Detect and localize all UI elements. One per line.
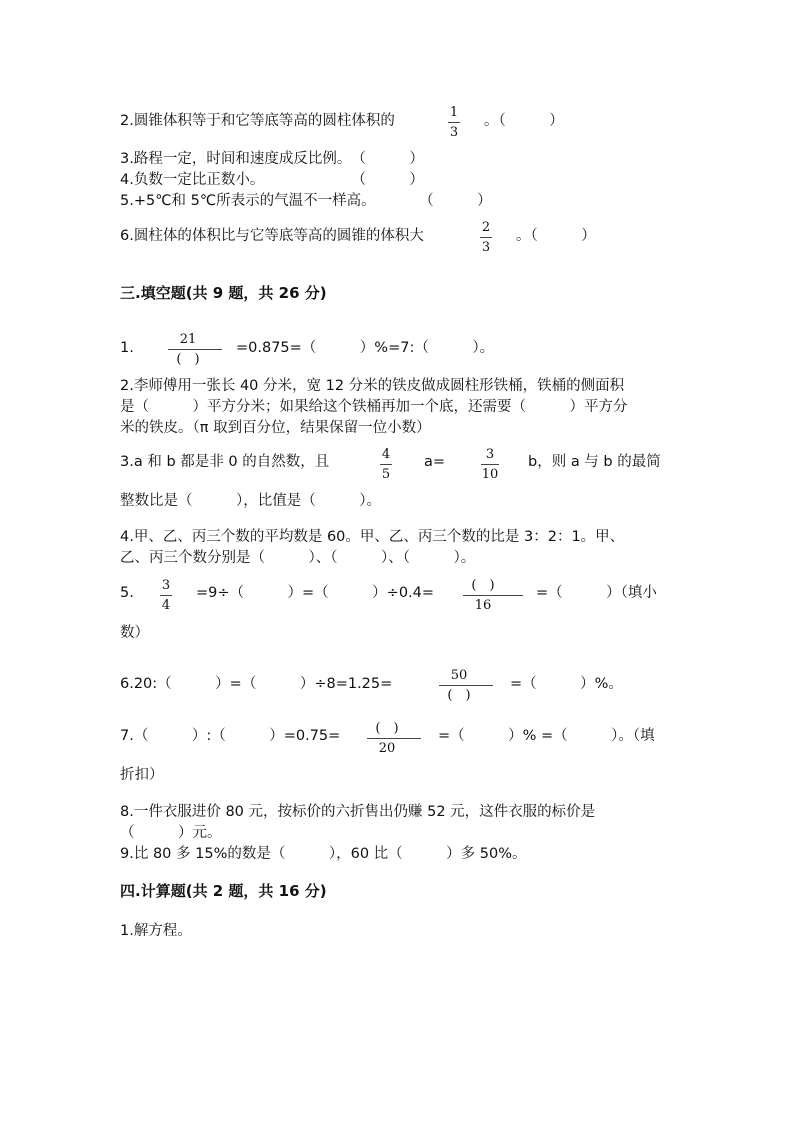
fill-q5-after: =（ ）（填小 <box>536 585 657 601</box>
fill-q2-line3: 米的铁皮。（π 取到百分位，结果保留一位小数） <box>120 420 431 436</box>
fill-q1-text: =0.875=（ ）%=7:（ ）。 <box>236 340 495 356</box>
judge-q5: 5.+5℃和 5℃所表示的气温不一样高。 （ ） <box>120 193 492 209</box>
fraction-numerator: 2 <box>481 220 491 235</box>
fill-q6-fraction <box>439 669 479 702</box>
fraction-numerator: 50 <box>450 668 468 683</box>
fill-q8-line1: 8.一件衣服进价 80 元，按标价的六折售出仍赚 52 元，这件衣服的标价是 <box>120 804 596 820</box>
fraction-denominator: 5 <box>381 467 391 482</box>
fill-q3-line2: 整数比是（ ），比值是（ ）。 <box>120 493 381 509</box>
fraction-denominator: ( ) <box>447 688 471 703</box>
judge-q6-answer-blank: 。（ ） <box>516 228 596 244</box>
fill-q6-after: =（ ）%。 <box>510 676 623 692</box>
judge-q4: 4.负数一定比正数小。 （ ） <box>120 172 424 188</box>
fraction-denominator: 3 <box>481 240 491 255</box>
fill-q3-fraction-1 <box>366 448 406 481</box>
judge-q2-fraction <box>434 106 474 139</box>
fill-q7-text: 7.（ ）:（ ）=0.75= <box>120 728 341 744</box>
section4-title: 四.计算题(共 2 题，共 16 分) <box>120 882 327 900</box>
fill-q9: 9.比 80 多 15%的数是（ ），60 比（ ）多 50%。 <box>120 846 527 862</box>
fraction-numerator: ( ) <box>375 721 399 736</box>
fraction-denominator: 3 <box>449 125 459 140</box>
judge-q6-text: 6.圆柱体的体积比与它等底等高的圆锥的体积大 <box>120 228 424 244</box>
fraction-numerator: ( ) <box>471 578 495 593</box>
fill-q5-line2: 数） <box>120 625 149 641</box>
judge-q6-fraction <box>466 221 506 254</box>
fraction-numerator: 3 <box>161 578 171 593</box>
fill-q8-line2: （ ）元。 <box>120 825 222 841</box>
fraction-denominator: 4 <box>161 598 171 613</box>
fill-q1-fraction <box>168 333 208 366</box>
fill-q2-line1: 2.李师傅用一张长 40 分米，宽 12 分米的铁皮做成圆柱形铁桶，铁桶的侧面积 <box>120 378 625 394</box>
judge-q2-text: 2.圆锥体积等于和它等底等高的圆柱体积的 <box>120 113 395 129</box>
fill-q4-line2: 乙、丙三个数分别是（ ）、（ ）、（ ）。 <box>120 550 476 566</box>
fill-q3-fraction-2 <box>470 448 510 481</box>
section3-title: 三.填空题(共 9 题，共 26 分) <box>120 284 327 302</box>
fill-q5-fraction-2 <box>463 579 503 612</box>
fraction-denominator: 10 <box>481 467 499 482</box>
judge-q3: 3.路程一定，时间和速度成反比例。 （ ） <box>120 151 424 167</box>
judge-q2-answer-blank: 。（ ） <box>484 113 564 129</box>
fill-q4-line1: 4.甲、乙、丙三个数的平均数是 60。甲、乙、丙三个数的比是 3：2：1。甲、 <box>120 529 625 545</box>
fill-q7-line2: 折扣） <box>120 767 164 783</box>
fraction-numerator: 3 <box>485 447 495 462</box>
fraction-denominator: 20 <box>378 741 396 756</box>
fill-q5-mid: =9÷（ ）=（ ）÷0.4= <box>196 585 435 601</box>
fill-q7-after: =（ ）% =（ ）。（填 <box>438 728 655 744</box>
fraction-denominator: 16 <box>474 598 492 613</box>
fill-q3-text: 3.a 和 b 都是非 0 的自然数，且 <box>120 454 330 470</box>
fraction-numerator: 21 <box>179 332 197 347</box>
fill-q1-number: 1. <box>120 340 134 356</box>
fill-q3-after: b，则 a 与 b 的最简 <box>528 454 661 470</box>
fill-q6-text: 6.20:（ ）=（ ）÷8=1.25= <box>120 676 393 692</box>
calc-q1: 1.解方程。 <box>120 923 192 939</box>
fraction-numerator: 4 <box>381 447 391 462</box>
fill-q2-line2: 是（ ）平方分米；如果给这个铁桶再加一个底，还需要（ ）平方分 <box>120 399 628 415</box>
fraction-numerator: 1 <box>449 105 459 120</box>
fill-q3-mid: a= <box>424 454 446 470</box>
fill-q5-number: 5. <box>120 585 134 601</box>
fill-q7-fraction <box>367 722 407 755</box>
fill-q5-fraction-1 <box>146 579 186 612</box>
fraction-denominator: ( ) <box>176 352 200 367</box>
